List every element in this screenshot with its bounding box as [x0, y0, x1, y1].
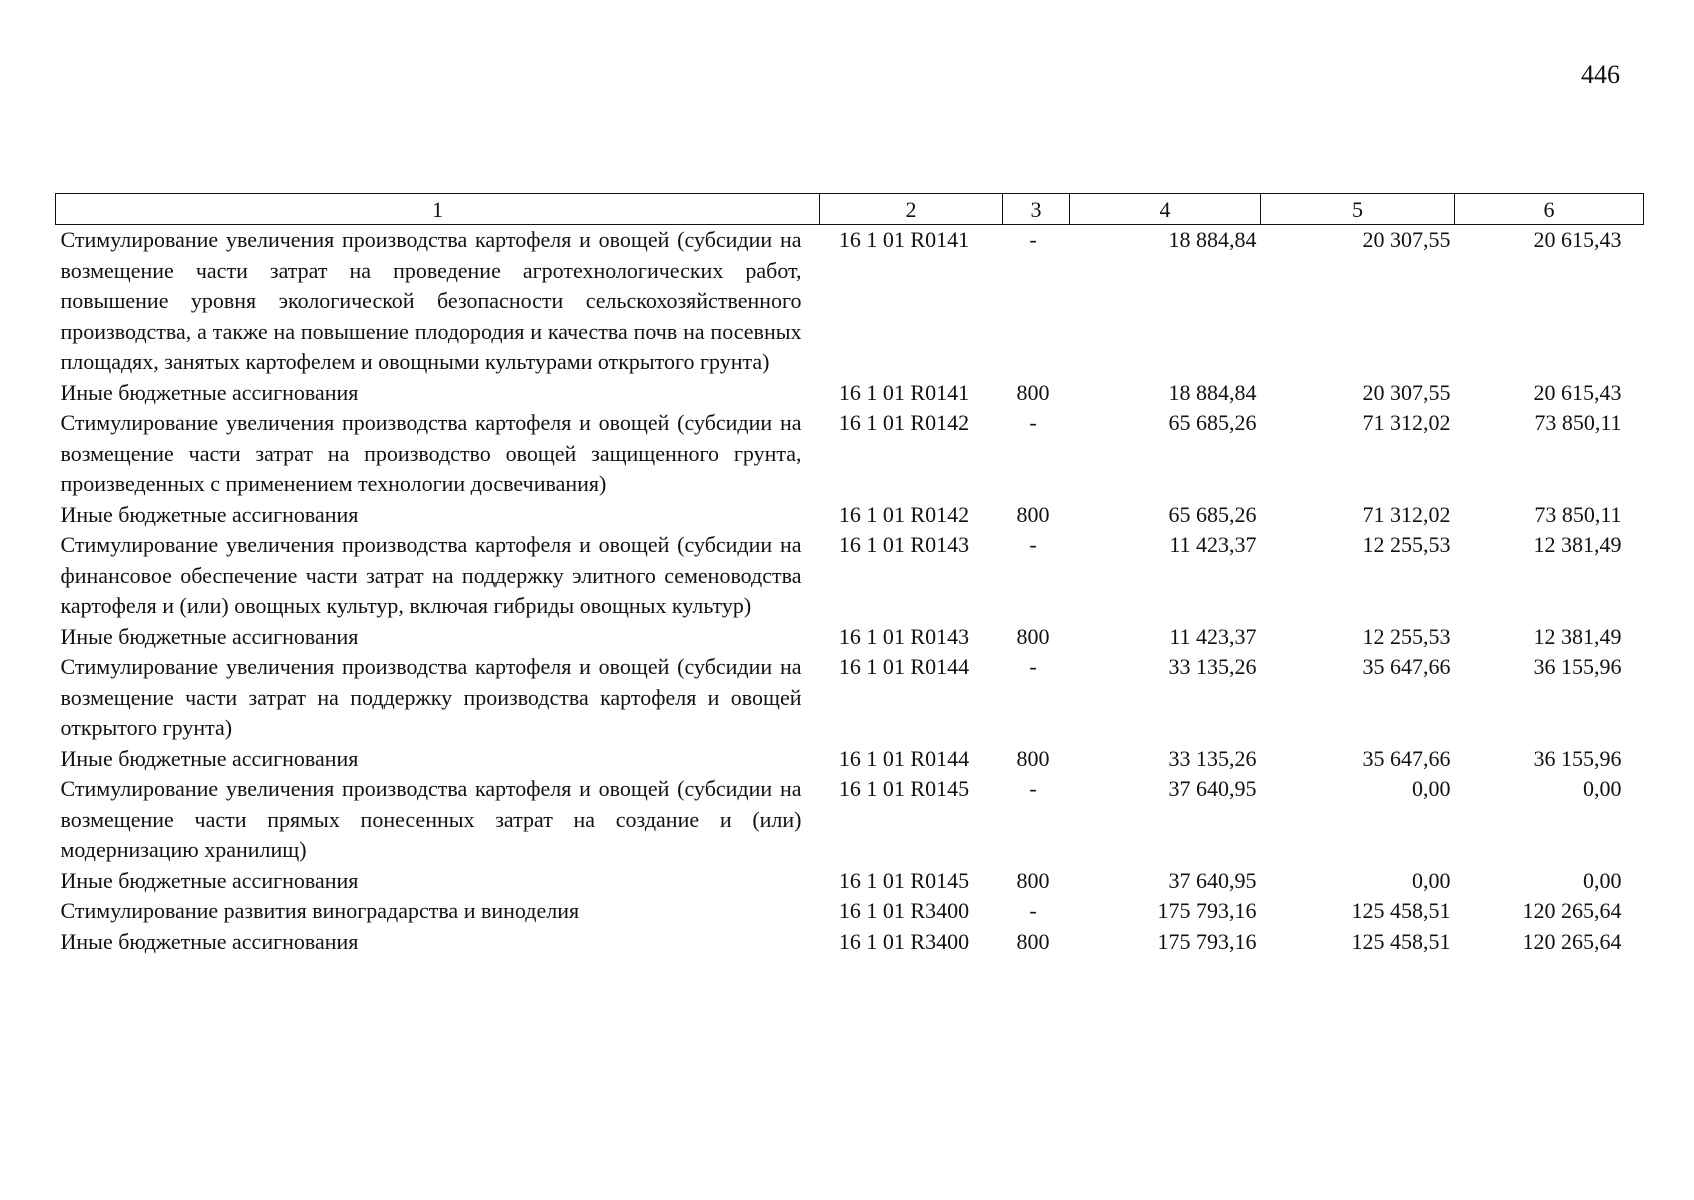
table-row: [56, 378, 1644, 409]
row-name: Стимулирование увеличения производства картофеля и овощей (субсидии на финансовое обеспечение части затрат на поддержку элитного семеноводства картофеля и (или) овощных культур, включая гибриды овощных культур): [60, 532, 802, 618]
row-expense-type: 800: [1016, 623, 1050, 649]
row-value-5: 125 458,51: [1351, 898, 1451, 923]
row-code: 16 1 01 R3400: [838, 898, 970, 923]
row-value-6: 20 615,43: [1533, 379, 1622, 405]
row-code: 16 1 01 R0141: [838, 379, 970, 405]
row-value-5: 0,00: [1412, 776, 1451, 801]
row-name: Стимулирование увеличения производства картофеля и овощей (субсидии на возмещение части затрат на проведение агротехнологических работ, повышение уровня экологической безопасности сельскохозяйственного производства, а также на повышение плодородия и качества почв на посевных площадях, занятых картофелем и овощными культурами открытого грунта): [60, 227, 802, 374]
row-value-6: 20 615,43: [1533, 227, 1622, 252]
row-expense-type: -: [1029, 898, 1037, 923]
row-value-4: 33 135,26: [1168, 745, 1257, 771]
row-expense-type: -: [1029, 532, 1037, 557]
row-value-6: 0,00: [1583, 867, 1622, 893]
row-value-6: 120 265,64: [1522, 898, 1622, 923]
row-value-5: 20 307,55: [1362, 379, 1451, 405]
table-row: [56, 744, 1644, 775]
column-header-3: 3: [1003, 194, 1070, 225]
row-expense-type: 800: [1016, 379, 1050, 405]
row-expense-type: -: [1029, 776, 1037, 801]
row-expense-type: -: [1029, 654, 1037, 679]
row-expense-type: -: [1029, 410, 1037, 435]
row-code: 16 1 01 R0142: [838, 501, 970, 527]
row-value-5: 12 255,53: [1362, 623, 1451, 649]
table-row: [56, 927, 1644, 958]
table-row: [56, 408, 1644, 500]
row-value-6: 12 381,49: [1533, 532, 1622, 557]
row-value-6: 73 850,11: [1534, 410, 1622, 435]
table-row: [56, 652, 1644, 744]
table-body: [56, 225, 1644, 958]
row-value-4: 11 423,37: [1169, 532, 1257, 557]
table-row: [56, 530, 1644, 622]
row-value-4: 33 135,26: [1168, 654, 1257, 679]
row-value-5: 35 647,66: [1362, 745, 1451, 771]
row-value-4: 175 793,16: [1157, 928, 1257, 954]
row-value-4: 18 884,84: [1168, 227, 1257, 252]
row-name: Стимулирование увеличения производства картофеля и овощей (субсидии на возмещение части затрат на производство овощей защищенного грунта, произведенных с применением технологии досвечивания): [60, 410, 802, 496]
row-code: 16 1 01 R0143: [838, 532, 970, 557]
row-expense-type: 800: [1016, 745, 1050, 771]
row-value-5: 0,00: [1412, 867, 1451, 893]
table-row: [56, 896, 1644, 927]
row-name: Иные бюджетные ассигнования: [60, 867, 359, 893]
row-expense-type: -: [1029, 227, 1037, 252]
row-code: 16 1 01 R0144: [838, 745, 970, 771]
row-value-5: 35 647,66: [1362, 654, 1451, 679]
row-expense-type: 800: [1016, 867, 1050, 893]
row-value-5: 71 312,02: [1362, 410, 1451, 435]
budget-table: [55, 193, 1644, 957]
row-value-6: 120 265,64: [1522, 928, 1622, 954]
row-value-6: 36 155,96: [1533, 745, 1622, 771]
row-value-6: 0,00: [1583, 776, 1622, 801]
row-value-4: 37 640,95: [1168, 776, 1257, 801]
column-header-6: 6: [1455, 194, 1644, 225]
table-row: [56, 225, 1644, 378]
row-name: Стимулирование увеличения производства картофеля и овощей (субсидии на возмещение части затрат на поддержку производства картофеля и овощей открытого грунта): [60, 654, 802, 740]
row-name: Стимулирование увеличения производства картофеля и овощей (субсидии на возмещение части прямых понесенных затрат на создание и (или) модернизацию хранилищ): [60, 776, 802, 862]
row-value-5: 12 255,53: [1362, 532, 1451, 557]
row-name: Иные бюджетные ассигнования: [60, 501, 359, 527]
row-code: 16 1 01 R0142: [838, 410, 970, 435]
row-code: 16 1 01 R3400: [838, 928, 970, 954]
column-header-2: 2: [820, 194, 1003, 225]
row-value-4: 11 423,37: [1169, 623, 1257, 649]
column-header-5: 5: [1261, 194, 1455, 225]
row-code: 16 1 01 R0143: [838, 623, 970, 649]
row-value-6: 12 381,49: [1533, 623, 1622, 649]
row-name: Иные бюджетные ассигнования: [60, 623, 359, 649]
row-name: Стимулирование развития виноградарства и виноделия: [60, 898, 580, 923]
row-value-5: 20 307,55: [1362, 227, 1451, 252]
row-value-6: 73 850,11: [1534, 501, 1622, 527]
table-header: [56, 194, 1644, 225]
table-row: [56, 622, 1644, 653]
table-row: [56, 500, 1644, 531]
row-value-4: 65 685,26: [1168, 410, 1257, 435]
row-code: 16 1 01 R0145: [838, 776, 970, 801]
row-value-6: 36 155,96: [1533, 654, 1622, 679]
row-expense-type: 800: [1016, 928, 1050, 954]
row-value-4: 175 793,16: [1157, 898, 1257, 923]
row-value-4: 18 884,84: [1168, 379, 1257, 405]
table-row: [56, 866, 1644, 897]
row-code: 16 1 01 R0141: [838, 227, 970, 252]
column-header-1: 1: [56, 194, 820, 225]
row-code: 16 1 01 R0145: [838, 867, 970, 893]
header-row: [56, 194, 1644, 225]
column-header-4: 4: [1070, 194, 1261, 225]
page-number: 446: [1581, 60, 1620, 89]
row-value-5: 71 312,02: [1362, 501, 1451, 527]
row-name: Иные бюджетные ассигнования: [60, 745, 359, 771]
table-row: [56, 774, 1644, 866]
row-name: Иные бюджетные ассигнования: [60, 928, 359, 954]
row-expense-type: 800: [1016, 501, 1050, 527]
row-name: Иные бюджетные ассигнования: [60, 379, 359, 405]
row-code: 16 1 01 R0144: [838, 654, 970, 679]
row-value-4: 37 640,95: [1168, 867, 1257, 893]
row-value-5: 125 458,51: [1351, 928, 1451, 954]
row-value-4: 65 685,26: [1168, 501, 1257, 527]
